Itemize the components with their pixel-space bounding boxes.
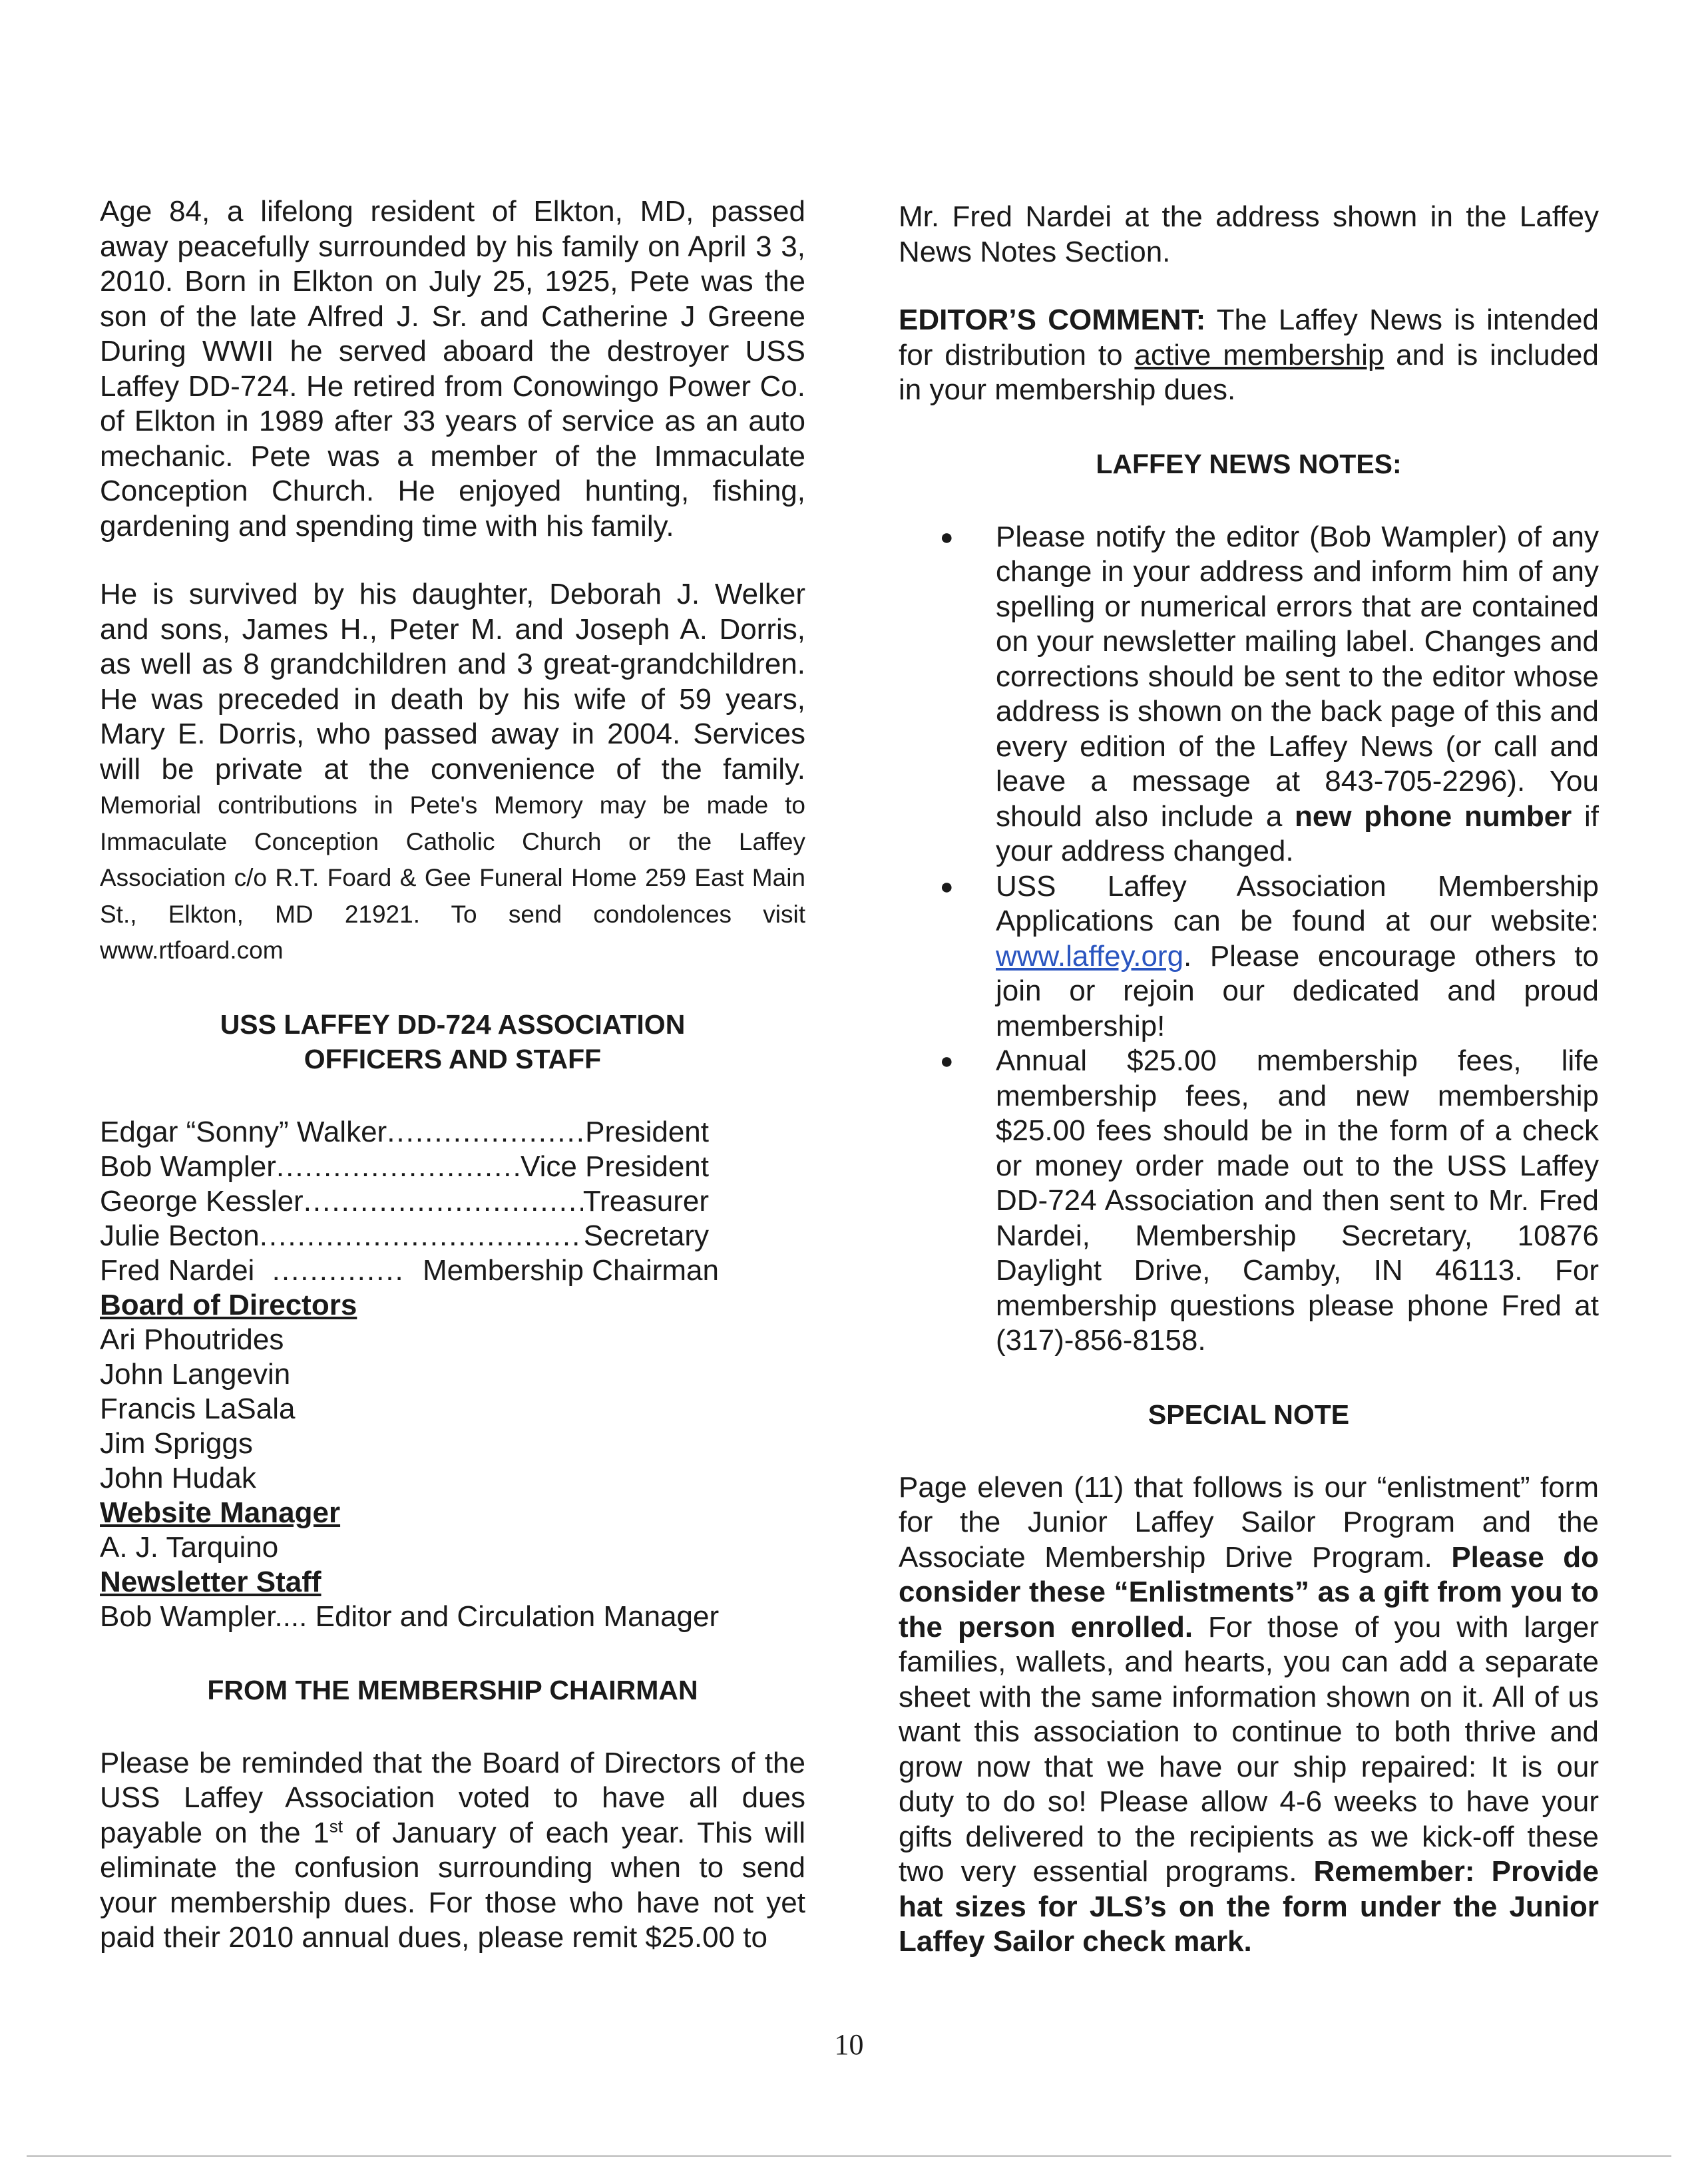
memorial-contributions-text: Memorial contributions in Pete's Memory may be made to Immaculate Conception Catholic Church or the Laffey Association c/o R.T. Foard & Gee Funeral Home 259 East Main St., Elkton, MD 21921. To send condolences visit www.rtfoard.com (100, 791, 805, 964)
officers-heading-line-1: USS LAFFEY DD-724 ASSOCIATION (220, 1008, 686, 1040)
officer-name: Bob Wampler (100, 1150, 276, 1183)
officer-role: President (585, 1115, 709, 1148)
board-member: John Hudak (100, 1461, 256, 1494)
officer-row (100, 1253, 719, 1288)
news-note-item (899, 869, 1599, 1044)
officers-heading-line-2: OFFICERS AND STAFF (304, 1043, 602, 1074)
board-member: Francis LaSala (100, 1392, 296, 1425)
chairman-text-1: Please be reminded that the Board of Directors of the USS Laffey Association voted to have all dues payable on the 1 (100, 1746, 805, 1849)
active-membership-text: active membership (1134, 338, 1384, 371)
special-note-text: Page eleven (11) that follows is our “enlistment” form for the Junior Laffey Sailor Program and the Associate Membership Drive Program. (899, 1470, 1599, 1574)
newsletter-heading: Newsletter Staff (100, 1565, 321, 1598)
officer-row (100, 1150, 709, 1184)
page-number: 10 (834, 2028, 864, 2061)
note-text: . Please encourage others to join or rejoin our dedicated and proud membership! (996, 939, 1599, 1042)
officer-role: Secretary (583, 1219, 709, 1252)
chairman-text-2: of January of each year. This will eliminate the confusion surrounding when to send your membership dues. For those who have not yet paid their 2010 annual dues, please remit $25.00 to (100, 1816, 805, 1954)
editor-comment-label: EDITOR’S COMMENT: (899, 304, 1206, 336)
board-heading: Board of Directors (100, 1288, 357, 1321)
special-note-heading: SPECIAL NOTE (1148, 1399, 1350, 1430)
bullet-icon: ● (940, 873, 954, 899)
special-note-bold-text: Please do consider these “Enlistments” as a gift from you to the person enrolled. (899, 1540, 1599, 1643)
note-text: if your address changed. (996, 799, 1599, 867)
editor-comment-text-2: and is included in your membership dues. (899, 338, 1599, 406)
left-column (100, 194, 805, 1956)
obituary-survivors-paragraph (100, 577, 805, 969)
news-notes-list (899, 520, 1599, 1359)
website-link[interactable]: www.laffey.org (996, 939, 1184, 973)
note-text: USS Laffey Association Membership Applications can be found at our website: (996, 869, 1599, 937)
note-text: Please notify the editor (Bob Wampler) of any change in your address and inform him of any spelling or numerical errors that are contained on your newsletter mailing label. Changes and corrections should be sent to the editor whose address is shown on the back page of this and every edition of the Laffey News (or call and leave a message at 843-705-2296). You should also include a (996, 520, 1599, 833)
officer-name: George Kessler (100, 1184, 304, 1217)
continuation-paragraph: Mr. Fred Nardei at the address shown in the Laffey News Notes Section. (899, 200, 1599, 268)
obituary-survivors-text: He is survived by his daughter, Deborah J. Welker and sons, James H., Peter M. and Joseph A. Dorris, as well as 8 grandchildren and 3 great-grandchildren. He was preceded in death by his wife of 59 years, Mary E. Dorris, who passed away in 2004. Services will be private at the convenience of the family. (100, 578, 805, 785)
board-member: John Langevin (100, 1357, 291, 1391)
officer-role: Vice President (521, 1150, 709, 1183)
chairman-paragraph (100, 1746, 805, 1956)
officer-name: Fred Nardei (100, 1253, 255, 1287)
special-note-paragraph (899, 1470, 1599, 1960)
special-note-text: For those of you with larger families, wallets, and hearts, you can add a separate sheet with the same information shown on it. All of us want this association to continue to both thrive and grow now that we have our ship repaired: It is our duty to do so! Please allow 4-6 weeks to have your gifts delivered to the recipients as we kick-off these two very essential programs. (899, 1610, 1599, 1888)
news-note-item (899, 1044, 1599, 1359)
website-manager: A. J. Tarquino (100, 1530, 279, 1564)
right-column (899, 200, 1599, 1960)
obituary-paragraph: Age 84, a lifelong resident of Elkton, MD, passed away peacefully surrounded by his family on April 3 3, 2010. Born in Elkton on July 25, 1925, Pete was the son of the late Alfred J. Sr. and Catherine J Greene During WWII he served aboard the destroyer USS Laffey DD-724. He retired from Conowingo Power Co. of Elkton in 1989 after 33 years of service as an auto mechanic. Pete was a member of the Immaculate Conception Church. He enjoyed hunting, fishing, gardening and spending time with his family. (100, 195, 805, 543)
bullet-icon: ● (940, 1048, 954, 1074)
ordinal-suffix: st (329, 1815, 343, 1836)
news-note-item (899, 520, 1599, 869)
officer-name: Edgar “Sonny” Walker (100, 1115, 387, 1148)
note-bold-text: new phone number (1295, 799, 1572, 833)
officer-row (100, 1219, 709, 1253)
editor-comment-text-1: The Laffey News is intended for distribution to (899, 304, 1599, 371)
note-text: Annual $25.00 membership fees, life membership fees, and new membership $25.00 fees should be in the form of a check or money order made out to the USS Laffey DD-724 Association and then sent to Mr. Fred Nardei, Membership Secretary, 10876 Daylight Drive, Camby, IN 46113. For membership questions please phone Fred at (317)-856-8158. (996, 1044, 1599, 1357)
editor-comment-paragraph (899, 303, 1599, 408)
chairman-heading: FROM THE MEMBERSHIP CHAIRMAN (207, 1674, 698, 1705)
officer-name: Julie Becton (100, 1219, 260, 1252)
officer-role: Treasurer (582, 1184, 709, 1217)
officer-role: Membership Chairman (422, 1253, 719, 1287)
newsletter-staff: Bob Wampler.... Editor and Circulation Manager (100, 1600, 720, 1633)
officer-row (100, 1115, 709, 1150)
bottom-divider (27, 2155, 1671, 2157)
bullet-icon: ● (940, 524, 954, 550)
website-heading: Website Manager (100, 1496, 341, 1529)
special-note-bold-text: Remember: Provide hat sizes for JLS’s on the form under the Junior Laffey Sailor check mark. (899, 1855, 1599, 1958)
officer-row (100, 1184, 709, 1219)
board-member: Ari Phoutrides (100, 1323, 284, 1356)
board-member: Jim Spriggs (100, 1426, 253, 1460)
officers-list (100, 1115, 805, 1288)
news-notes-heading: LAFFEY NEWS NOTES: (1096, 448, 1402, 479)
